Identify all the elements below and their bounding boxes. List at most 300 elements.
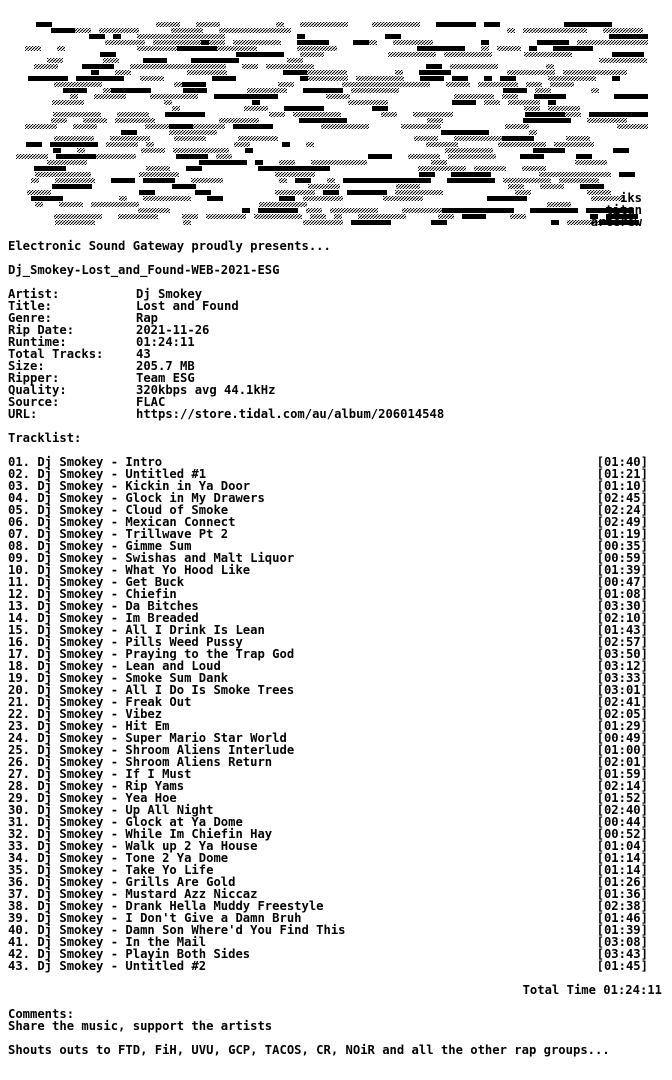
logo-block [482, 208, 514, 213]
logo-block [358, 214, 406, 219]
logo-block [451, 172, 491, 177]
info-value: 43 [136, 347, 151, 361]
logo-block [497, 46, 521, 51]
logo-block [146, 166, 154, 171]
logo-block [414, 136, 438, 141]
logo-block [508, 184, 516, 189]
logo-block [308, 76, 348, 81]
logo-block [82, 64, 114, 69]
logo-block [59, 172, 91, 177]
track-duration: [01:43] [596, 623, 648, 637]
logo-block [201, 34, 225, 39]
logo-block [53, 112, 101, 117]
track-title: 21. Dj Smokey - Freak Out [8, 695, 192, 709]
logo-block [478, 82, 518, 87]
info-label: Title: [8, 299, 53, 313]
logo-block [176, 154, 208, 159]
credit-line: titan [605, 203, 642, 217]
track-duration: [03:08] [596, 935, 648, 949]
logo-block [351, 160, 367, 165]
logo-block [199, 160, 247, 165]
track-duration: [02:49] [596, 515, 648, 529]
logo-block [420, 76, 444, 81]
logo-block [547, 202, 571, 207]
logo-block [216, 154, 232, 159]
logo-block [419, 172, 435, 177]
track-title: 14. Dj Smokey - Im Breaded [8, 611, 199, 625]
track-title: 37. Dj Smokey - Mustard Azz Niccaz [8, 887, 258, 901]
info-value: Lost and Found [136, 299, 239, 313]
track-title: 32. Dj Smokey - While Im Chiefin Hay [8, 827, 273, 841]
track-duration: [01:08] [596, 587, 648, 601]
logo-block [533, 148, 565, 153]
logo-block [303, 220, 343, 225]
logo-block [617, 124, 648, 129]
logo-block [353, 40, 369, 45]
track-title: 04. Dj Smokey - Glock in My Drawers [8, 491, 265, 505]
track-duration: [01:00] [596, 743, 648, 757]
logo-block [276, 22, 284, 27]
logo-block [508, 100, 540, 105]
logo-block [31, 196, 63, 201]
track-duration: [02:40] [596, 803, 648, 817]
logo-block [34, 64, 58, 69]
info-label: Total Tracks: [8, 347, 104, 361]
logo-block [436, 22, 476, 27]
logo-block [115, 118, 155, 123]
logo-block [219, 118, 259, 123]
logo-block [554, 142, 594, 147]
logo-block [172, 106, 180, 111]
logo-block [96, 154, 136, 159]
logo-block [502, 136, 534, 141]
logo-block [342, 82, 382, 87]
logo-block [516, 184, 524, 189]
info-label: Source: [8, 395, 60, 409]
logo-block [269, 112, 285, 117]
logo-block [259, 202, 307, 207]
logo-block [323, 190, 339, 195]
logo-block [369, 40, 377, 45]
logo-block [603, 28, 643, 33]
logo-block [212, 76, 236, 81]
track-duration: [01:14] [596, 863, 648, 877]
logo-block [351, 88, 399, 93]
logo-block [99, 28, 139, 33]
logo-block [52, 184, 92, 189]
logo-block [164, 100, 172, 105]
info-value: Rap [136, 311, 159, 325]
logo-block [254, 214, 302, 219]
logo-block [444, 52, 492, 57]
logo-block [599, 58, 647, 63]
track-duration: [03:01] [596, 683, 648, 697]
logo-block [247, 88, 287, 93]
logo-block [238, 136, 278, 141]
logo-block [111, 88, 151, 93]
track-title: 38. Dj Smokey - Drank Hella Muddy Freestyle [8, 899, 324, 913]
logo-block [31, 178, 39, 183]
logo-block [450, 64, 498, 69]
logo-block [105, 40, 145, 45]
logo-block [438, 214, 454, 219]
logo-block [300, 76, 308, 81]
logo-block [507, 70, 555, 75]
logo-block [300, 22, 348, 27]
logo-block [106, 142, 138, 147]
logo-block [321, 124, 369, 129]
logo-block [91, 70, 99, 75]
logo-block [156, 22, 180, 27]
logo-block [445, 148, 493, 153]
logo-block [94, 94, 126, 99]
logo-block [442, 208, 482, 213]
logo-block [396, 184, 420, 189]
logo-block [297, 40, 329, 45]
logo-block [388, 52, 436, 57]
logo-block [165, 112, 205, 117]
track-duration: [02:14] [596, 779, 648, 793]
logo-block [103, 88, 111, 93]
logo-block [233, 40, 281, 45]
logo-block [520, 154, 544, 159]
track-duration: [01:14] [596, 851, 648, 865]
track-duration: [01:36] [596, 887, 648, 901]
track-duration: [02:01] [596, 755, 648, 769]
logo-block [290, 166, 330, 171]
logo-block [278, 82, 294, 87]
intro-line: Electronic Sound Gateway proudly presents... [8, 239, 331, 253]
logo-block [57, 46, 65, 51]
logo-block [111, 178, 135, 183]
logo-block [258, 166, 290, 171]
logo-block [115, 70, 131, 75]
logo-block [75, 28, 83, 33]
logo-block [113, 34, 121, 39]
logo-block [258, 208, 298, 213]
logo-block [523, 28, 555, 33]
logo-block [206, 214, 246, 219]
logo-block [154, 64, 178, 69]
shouts-line: Shouts outs to FTD, FiH, UVU, GCP, TACOS, CR, NOiR and all the other rap groups... [8, 1043, 610, 1057]
logo-block [381, 112, 397, 117]
logo-block [343, 178, 383, 183]
track-title: 28. Dj Smokey - Rip Yams [8, 779, 185, 793]
logo-block [351, 220, 367, 225]
logo-block [613, 148, 629, 153]
track-title: 36. Dj Smokey - Grills Are Gold [8, 875, 236, 889]
track-title: 34. Dj Smokey - Tone 2 Ya Dome [8, 851, 229, 865]
logo-block [100, 52, 116, 57]
logo-block [196, 22, 212, 27]
track-duration: [00:59] [596, 551, 648, 565]
logo-block [236, 52, 284, 57]
logo-block [153, 40, 193, 45]
logo-block [529, 130, 537, 135]
artist-credits [591, 192, 642, 228]
logo-block [576, 154, 592, 159]
logo-block [209, 40, 225, 45]
track-title: 13. Dj Smokey - Da Bitches [8, 599, 199, 613]
logo-block [510, 214, 526, 219]
logo-block [177, 46, 217, 51]
track-duration: [01:45] [596, 959, 648, 973]
logo-block [408, 154, 424, 159]
logo-block [306, 142, 314, 147]
logo-block [279, 160, 295, 165]
logo-block [609, 34, 648, 39]
track-title: 01. Dj Smokey - Intro [8, 455, 163, 469]
logo-block [246, 94, 278, 99]
info-label: Size: [8, 359, 45, 373]
info-value: 205.7 MB [136, 359, 195, 373]
logo-block [311, 160, 351, 165]
logo-block [121, 130, 137, 135]
logo-block [487, 196, 527, 201]
logo-block [138, 208, 170, 213]
logo-block [139, 172, 171, 177]
logo-block [35, 202, 43, 207]
track-title: 40. Dj Smokey - Damn Son Where'd You Find This [8, 923, 346, 937]
track-title: 20. Dj Smokey - All I Do Is Smoke Trees [8, 683, 295, 697]
logo-block [419, 70, 451, 75]
track-title: 41. Dj Smokey - In the Mail [8, 935, 207, 949]
info-row [8, 407, 445, 421]
logo-block [534, 94, 566, 99]
logo-block [539, 172, 571, 177]
logo-block [266, 64, 314, 69]
logo-block [330, 208, 378, 213]
logo-block [550, 82, 574, 87]
track-title: 27. Dj Smokey - If I Must [8, 767, 192, 781]
logo-block [484, 76, 492, 81]
logo-block [417, 46, 465, 51]
logo-block [182, 82, 206, 87]
logo-block [308, 184, 332, 189]
track-duration: [02:45] [596, 491, 648, 505]
track-title: 07. Dj Smokey - Trillwave Pt 2 [8, 527, 229, 541]
info-value: https://store.tidal.com/au/album/206014548 [136, 407, 445, 421]
track-title: 23. Dj Smokey - Hit Em [8, 719, 170, 733]
logo-block [110, 136, 150, 141]
track-title: 18. Dj Smokey - Lean and Loud [8, 659, 221, 673]
logo-block [613, 112, 648, 117]
track-duration: [01:21] [596, 467, 648, 481]
logo-block [575, 160, 607, 165]
info-label: Quality: [8, 383, 67, 397]
logo-block [55, 220, 95, 225]
logo-block [73, 124, 97, 129]
track-title: 03. Dj Smokey - Kickin in Ya Door [8, 479, 251, 493]
logo-block [571, 172, 611, 177]
logo-block [154, 166, 170, 171]
logo-block [372, 106, 388, 111]
logo-block [553, 46, 593, 51]
logo-block [191, 58, 239, 63]
logo-block [452, 100, 476, 105]
logo-block [89, 34, 105, 39]
logo-block [259, 28, 267, 33]
logo-block [368, 154, 392, 159]
track-title: 25. Dj Smokey - Shroom Aliens Interlude [8, 743, 295, 757]
logo-block [348, 100, 388, 105]
logo-block [103, 58, 119, 63]
logo-block [484, 22, 500, 27]
logo-block [462, 214, 486, 219]
release-name: Dj_Smokey-Lost_and_Found-WEB-2021-ESG [8, 263, 280, 277]
logo-block [303, 88, 343, 93]
logo-block [51, 28, 75, 33]
track-title: 33. Dj Smokey - Walk up 2 Ya House [8, 839, 258, 853]
logo-block [54, 214, 102, 219]
logo-block [51, 118, 67, 123]
track-duration: [02:05] [596, 707, 648, 721]
logo-block [566, 136, 590, 141]
logo-block [76, 76, 124, 81]
logo-block [119, 196, 127, 201]
track-duration: [02:57] [596, 635, 648, 649]
logo-block [526, 82, 542, 87]
logo-block [59, 202, 83, 207]
logo-block [47, 58, 63, 63]
logo-block [173, 148, 205, 153]
logo-block [551, 220, 559, 225]
logo-block [252, 100, 260, 105]
info-label: URL: [8, 407, 38, 421]
logo-block [150, 94, 198, 99]
track-duration: [01:39] [596, 563, 648, 577]
logo-block [137, 34, 185, 39]
track-title: 42. Dj Smokey - Playin Both Sides [8, 947, 251, 961]
logo-block [498, 142, 506, 147]
logo-block [564, 22, 612, 27]
track-duration: [03:12] [596, 659, 648, 673]
logo-block [587, 118, 627, 123]
logo-block [201, 40, 209, 45]
logo-block [356, 76, 404, 81]
logo-block [143, 58, 167, 63]
logo-block [535, 88, 551, 93]
logo-block [233, 124, 257, 129]
logo-block [540, 184, 564, 189]
logo-block [214, 94, 246, 99]
logo-block [303, 196, 343, 201]
logo-block [612, 76, 620, 81]
track-title: 31. Dj Smokey - Glock at Ya Dome [8, 815, 243, 829]
logo-block [474, 166, 506, 171]
logo-block [83, 28, 91, 33]
logo-block [625, 40, 648, 45]
ascii-art-logo [8, 14, 668, 230]
logo-block [612, 52, 644, 57]
logo-block [524, 106, 540, 111]
track-title: 19. Dj Smokey - Smoke Sum Dank [8, 671, 229, 685]
track-row [8, 960, 648, 972]
logo-block [347, 190, 387, 195]
logo-block [118, 214, 158, 219]
logo-block [506, 142, 546, 147]
track-title: 02. Dj Smokey - Untitled #1 [8, 467, 207, 481]
credit-line: iks [619, 191, 642, 205]
track-title: 11. Dj Smokey - Get Buck [8, 575, 185, 589]
logo-block [413, 112, 453, 117]
info-value: 320kbps avg 44.1kHz [136, 383, 276, 397]
logo-block [507, 28, 515, 33]
logo-block [441, 130, 489, 135]
track-title: 06. Dj Smokey - Mexican Connect [8, 515, 236, 529]
track-duration: [00:44] [596, 815, 648, 829]
logo-block [503, 88, 527, 93]
logo-block [297, 34, 305, 39]
track-duration: [00:49] [596, 731, 648, 745]
logo-block [91, 202, 139, 207]
logo-block [145, 124, 169, 129]
logo-block [383, 178, 431, 183]
logo-block [454, 94, 494, 99]
logo-block [27, 190, 51, 195]
track-duration: [00:47] [596, 575, 648, 589]
logo-block [418, 166, 466, 171]
logo-block [53, 148, 61, 153]
track-duration: [00:35] [596, 539, 648, 553]
logo-block [244, 106, 268, 111]
logo-block [283, 70, 307, 75]
logo-block [385, 34, 401, 39]
logo-block [34, 166, 66, 171]
track-duration: [02:10] [596, 611, 648, 625]
track-title: 29. Dj Smokey - Yea Hoe [8, 791, 177, 805]
logo-block [447, 178, 495, 183]
logo-block [55, 178, 95, 183]
logo-block [279, 178, 287, 183]
logo-block [137, 46, 177, 51]
logo-block [334, 214, 342, 219]
track-duration: [01:40] [596, 455, 648, 469]
logo-block [139, 190, 155, 195]
logo-block [117, 112, 149, 117]
logo-block [310, 214, 326, 219]
logo-block [234, 142, 250, 147]
logo-block [143, 178, 175, 183]
logo-block [426, 142, 458, 147]
track-duration: [01:19] [596, 527, 648, 541]
logo-block [140, 76, 164, 81]
logo-block [16, 154, 48, 159]
logo-block [169, 130, 217, 135]
track-duration: [03:30] [596, 599, 648, 613]
info-value: Dj Smokey [136, 287, 203, 301]
logo-block [448, 154, 496, 159]
logo-block [52, 100, 84, 105]
logo-block [505, 124, 529, 129]
logo-block [54, 136, 94, 141]
logo-block [559, 178, 599, 183]
track-duration: [02:41] [596, 695, 648, 709]
logo-block [279, 196, 295, 201]
logo-block [191, 178, 223, 183]
logo-block [481, 46, 489, 51]
logo-block [56, 154, 96, 159]
logo-block [141, 148, 165, 153]
comments-text: Share the music, support the artists [8, 1019, 273, 1033]
track-duration: [01:52] [596, 791, 648, 805]
logo-block [446, 82, 470, 87]
logo-block [395, 70, 403, 75]
logo-block [306, 208, 322, 213]
info-value: 2021-11-26 [136, 323, 210, 337]
logo-block [287, 58, 303, 63]
logo-block [25, 46, 41, 51]
